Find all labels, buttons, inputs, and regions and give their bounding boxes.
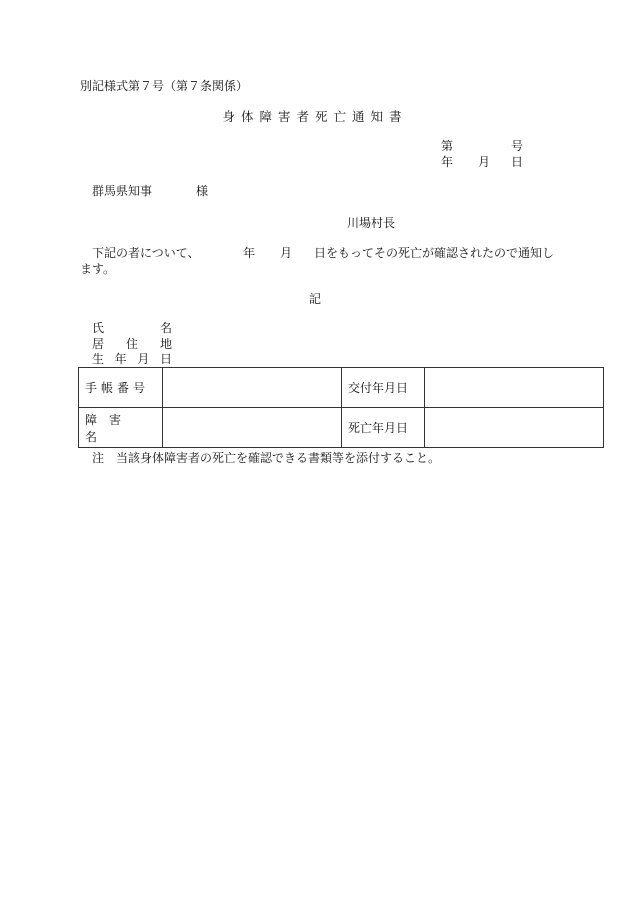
- notebook-number-label: 手帳番号: [79, 368, 163, 408]
- address-label-char: 住: [125, 337, 138, 351]
- form-number: 別記様式第７号（第７条関係）: [80, 79, 249, 93]
- birthdate-label-char: 生: [92, 352, 105, 366]
- disability-name-label: 障害名: [79, 408, 163, 448]
- doc-number-dai: 第: [441, 139, 454, 153]
- notebook-number-cell[interactable]: [163, 368, 342, 408]
- name-label-char: 名: [159, 321, 172, 335]
- body-text-prefix: 下記の者について、: [92, 246, 200, 260]
- issue-date-label: 交付年月日: [342, 368, 425, 408]
- document-title: 身体障害者死亡通知書: [222, 109, 408, 124]
- birthdate-label-char: 月: [137, 352, 150, 366]
- name-label-char: 氏: [92, 321, 105, 335]
- birthdate-label: [92, 352, 172, 366]
- name-label: [92, 321, 172, 335]
- table-row: [79, 408, 604, 448]
- ki-heading: 記: [308, 292, 321, 306]
- body-month: 月: [280, 246, 293, 260]
- body-text-suffix: 日をもってその死亡が確認されたので通知し: [314, 246, 555, 260]
- table-row: [79, 368, 604, 408]
- disability-name-cell[interactable]: [163, 408, 342, 448]
- address-label-char: 居: [92, 337, 105, 351]
- addressee-name: 群馬県知事: [92, 184, 153, 198]
- address-label: [92, 337, 172, 351]
- detail-table: [78, 367, 604, 448]
- doc-date-month: 月: [478, 155, 491, 169]
- birthdate-label-char: 年: [114, 352, 127, 366]
- death-date-cell[interactable]: [425, 408, 604, 448]
- body-year: 年: [243, 246, 256, 260]
- address-label-char: 地: [159, 337, 172, 351]
- sender-name: 川場村長: [347, 216, 396, 230]
- body-text-line2: ます。: [80, 262, 116, 276]
- doc-number-go: 号: [511, 139, 524, 153]
- doc-date-day: 日: [511, 155, 524, 169]
- death-date-label: 死亡年月日: [342, 408, 425, 448]
- birthdate-label-char: 日: [159, 352, 172, 366]
- addressee-honorific: 様: [196, 184, 209, 198]
- doc-date-year: 年: [441, 155, 454, 169]
- attachment-note: 注 当該身体障害者の死亡を確認できる書類等を添付すること。: [92, 451, 441, 465]
- issue-date-cell[interactable]: [425, 368, 604, 408]
